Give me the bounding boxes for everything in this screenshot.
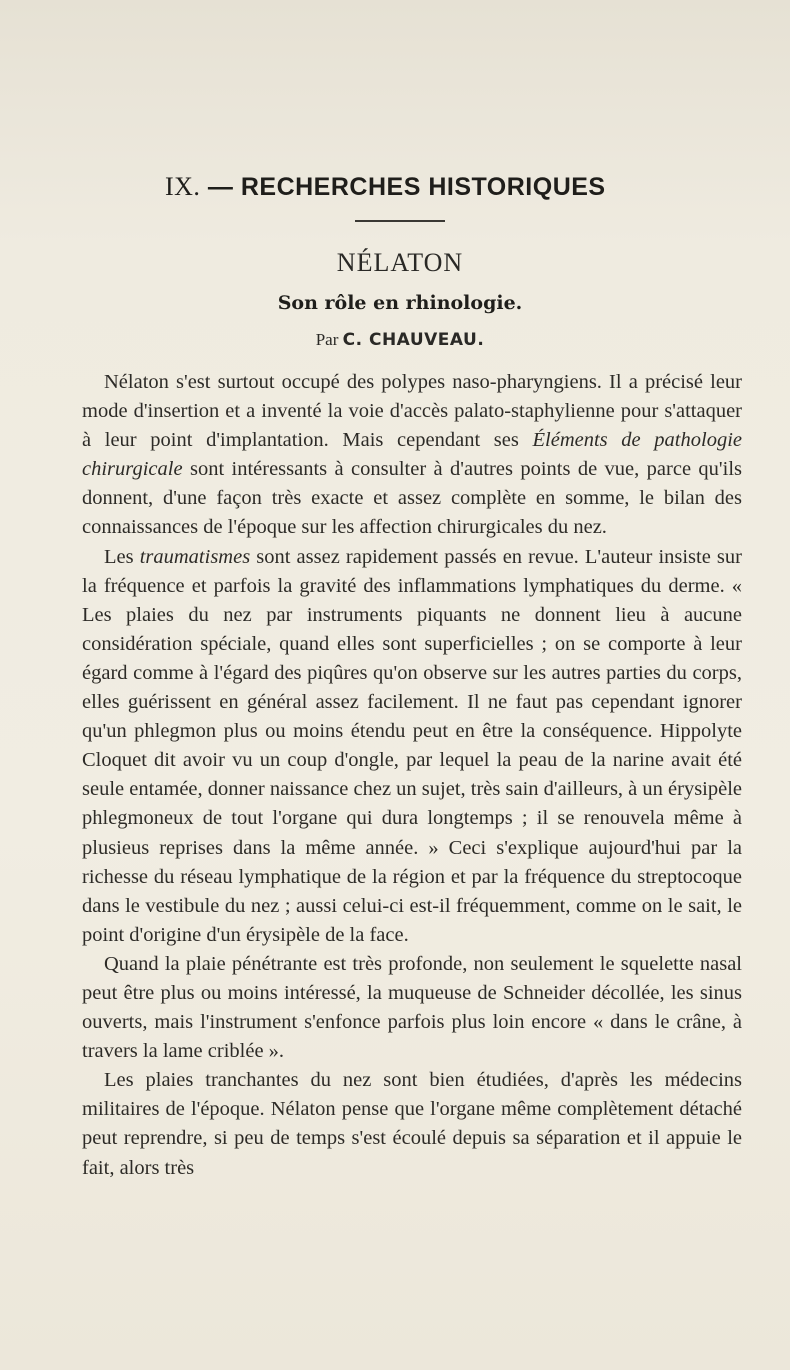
book-title: Éléments de pathologie chirurgicale bbox=[82, 429, 742, 481]
chapter-number: IX. bbox=[165, 172, 201, 201]
byline bbox=[0, 330, 800, 350]
paragraph-1 bbox=[82, 368, 742, 543]
chapter-title: RECHERCHES HISTORIQUES bbox=[240, 173, 606, 201]
article-body bbox=[82, 368, 742, 1183]
chapter-dash: — bbox=[207, 173, 234, 201]
paragraph-2-text-b: sont assez rapidement passés en revue. L'auteur insiste sur la fréquence et parfois la gravité des inflammations lymphatiques du derme. « Les plaies du nez par instruments piquants ne donnent lieu à aucune considération spéciale, quand elles sont superficielles ; on se comporte à leur égard comme à l'égard des piqûres qu'on observe sur les autres parties du corps, elles guérissent en général assez facilement. Il ne faut pas cependant ignorer qu'un phlegmon plus ou moins étendu peut en être la conséquence. Hippolyte Cloquet dit avoir vu un coup d'ongle, par lequel la peau de la narine avait été seule entamée, donner naissance chez un sujet, très sain d'ailleurs, à un érysipèle phlegmoneux de tout l'organe qui dura longtemps ; il se renouvela même à plusieus reprises dans la même année. » Ceci s'explique aujourd'hui par la richesse du réseau lymphatique de la région et par la fréquence du streptocoque dans le vestibule du nez ; aussi celui-ci est-il fréquemment, comme on le sait, le point d'origine d'un érysipèle de la face. bbox=[82, 545, 743, 946]
author-name: C. CHAUVEAU. bbox=[342, 330, 485, 350]
byline-prefix: Par bbox=[315, 330, 339, 349]
paragraph-1-text-b: sont intéressants à consulter à d'autres points de vue, parce qu'ils donnent, d'une façon très exacte et assez complète en somme, le bilan des connaissances de l'époque sur les affection chirurgicales du nez. bbox=[82, 458, 742, 539]
paragraph-4: Les plaies tranchantes du nez sont bien étudiées, d'après les médecins militaires de l'époque. Nélaton pense que l'organe même complètement détaché peut reprendre, si peu de temps s'est écoulé depuis sa séparation et il appuie le fait, alors très bbox=[82, 1069, 742, 1179]
divider-rule bbox=[355, 220, 445, 222]
page-edge bbox=[790, 0, 800, 1370]
paragraph-3: Quand la plaie pénétrante est très profonde, non seulement le squelette nasal peut être plus ou moins intéressé, la muqueuse de Schneider décollée, les sinus ouverts, mais l'instrument s'enfonce parfois plus loin encore « dans le crâne, à travers la lame criblée ». bbox=[82, 952, 742, 1063]
paragraph-1-text-a: Nélaton s'est surtout occupé des polypes naso-pharyngiens. Il a précisé leur mode d'insertion et a inventé la voie d'accès palato-staphylienne pour s'attaquer à leur point d'implantation. Mais cependant ses bbox=[82, 371, 742, 452]
paragraph-2 bbox=[82, 543, 742, 950]
chapter-heading bbox=[165, 172, 685, 202]
article-name: NÉLATON bbox=[336, 248, 464, 277]
paragraph-2-text-a: Les bbox=[104, 545, 140, 568]
article-subtitle: Son rôle en rhinologie. bbox=[277, 292, 523, 314]
italic-term: traumatismes bbox=[139, 545, 251, 568]
